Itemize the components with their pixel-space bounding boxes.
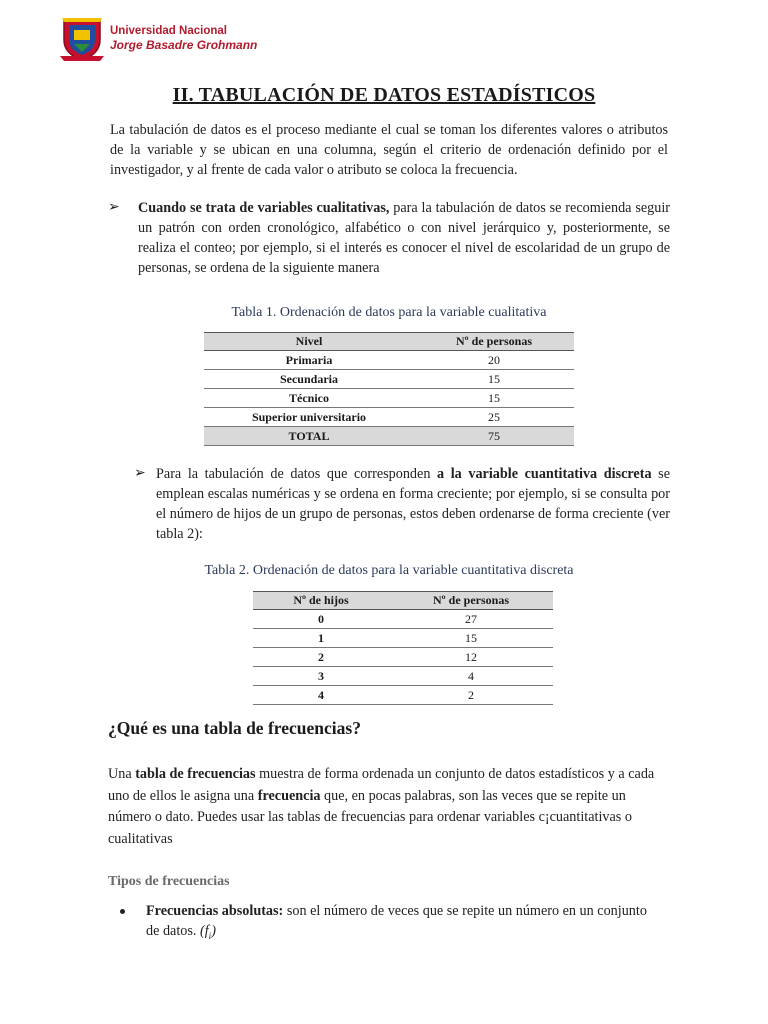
table1-header-personas: Nº de personas: [414, 333, 574, 351]
math-sub: i: [208, 930, 212, 941]
university-crest-icon: [60, 14, 104, 62]
para-text: que, en pocas palabras, son las veces que se repite un número o dato. Puedes usar las tablas de frecuencias para ordenar variables c¡cuantitativas o cualitativas: [108, 787, 632, 847]
table1-row-label: Técnico: [204, 389, 414, 408]
table-row: [204, 351, 574, 370]
table2-row-label: 3: [253, 667, 389, 686]
table1-row-value: 15: [414, 370, 574, 389]
table-row: [204, 370, 574, 389]
table-row: [204, 408, 574, 427]
table1-caption: Tabla 1. Ordenación de datos para la variable cualitativa: [231, 305, 547, 320]
table-row: [253, 686, 553, 705]
table-row: [253, 648, 553, 667]
table2-row-value: 2: [389, 686, 553, 705]
bullet2-bold: a la variable cuantitativa discreta: [437, 466, 652, 482]
table-quantitative: [253, 591, 553, 705]
bullet1-text: para la tabulación de datos se recomienda seguir un patrón con orden cronológico, alfabético o con nivel jerárquico y, posteriormente, se realiza el conteo; por ejemplo, si el interés es conocer el nivel de escolaridad de un grupo de personas, se ordena de la siguiente manera: [138, 200, 670, 276]
arrow-bullet-icon: ➢: [108, 200, 120, 215]
table1-header-nivel: Nivel: [204, 333, 414, 351]
section-heading: ¿Qué es una tabla de frecuencias?: [108, 718, 361, 738]
table-row: [253, 629, 553, 648]
bullet2-text-before: Para la tabulación de datos que corresponden: [156, 466, 438, 482]
table2-header-hijos: Nº de hijos: [253, 592, 389, 610]
table-row: [253, 667, 553, 686]
table1-total-value: 75: [414, 427, 574, 446]
para-text: Una: [108, 766, 136, 782]
table-row: [204, 389, 574, 408]
table1-row-value: 15: [414, 389, 574, 408]
page-title: II. TABULACIÓN DE DATOS ESTADÍSTICOS: [172, 84, 596, 106]
list-item: [120, 901, 660, 946]
table2-row-label: 4: [253, 686, 389, 705]
table1-total-row: [204, 427, 574, 446]
table1-row-value: 20: [414, 351, 574, 370]
table2-row-value: 12: [389, 648, 553, 667]
subheading-tipos: Tipos de frecuencias: [108, 874, 230, 889]
para-text: muestra de forma ordenada un conjunto de datos estadísticos y a cada uno de ellos le asigna una: [108, 766, 655, 804]
math-formula: $(f_i)$: [199, 923, 216, 941]
university-name-line2: Jorge Basadre Grohmann: [110, 38, 258, 52]
university-name-line1: Universidad Nacional: [110, 25, 227, 37]
university-logo: [60, 14, 257, 62]
para-bold: frecuencia: [257, 787, 321, 804]
table2-row-label: 2: [253, 648, 389, 667]
frequency-table-paragraph: [108, 764, 668, 850]
table2-header-personas: Nº de personas: [389, 592, 553, 610]
list-item-text: son el número de veces que se repite un número en un conjunto de datos.: [146, 903, 647, 939]
intro-paragraph: La tabulación de datos es el proceso mediante el cual se toman los diferentes valores o atributos de la variable y se ubican en una columna, según el criterio de ordenación definido por el investigador, y al frente de cada valor o atributo se coloca la frecuencia.: [110, 122, 668, 178]
bullet-dot-icon: [120, 909, 125, 914]
table2-row-label: 0: [253, 610, 389, 629]
table1-row-label: Superior universitario: [204, 408, 414, 427]
arrow-bullet-icon: ➢: [134, 466, 146, 481]
table2-caption: Tabla 2. Ordenación de datos para la variable cuantitativa discreta: [204, 563, 574, 578]
bullet2-text-after: se emplean escalas numéricas y se ordena en forma creciente; por ejemplo, si se consulta por el número de hijos de un grupo de personas, estos deben ordenarse de forma creciente (ver tabla 2):: [156, 466, 670, 542]
bullet1-bold: Cuando se trata de variables cualitativas,: [138, 200, 390, 216]
bullet-quantitative: [134, 464, 670, 544]
table-row: [253, 610, 553, 629]
table1-total-label: TOTAL: [204, 427, 414, 446]
bullet-qualitative: [108, 198, 670, 278]
list-item-bold: Frecuencias absolutas:: [146, 903, 284, 919]
table2-row-label: 1: [253, 629, 389, 648]
table1-row-value: 25: [414, 408, 574, 427]
table1-row-label: Primaria: [204, 351, 414, 370]
table1-row-label: Secundaria: [204, 370, 414, 389]
table-qualitative: [204, 332, 574, 446]
table2-row-value: 4: [389, 667, 553, 686]
table2-row-value: 27: [389, 610, 553, 629]
para-bold: tabla de frecuencias: [135, 766, 256, 782]
math-base: f: [204, 923, 209, 939]
table2-row-value: 15: [389, 629, 553, 648]
